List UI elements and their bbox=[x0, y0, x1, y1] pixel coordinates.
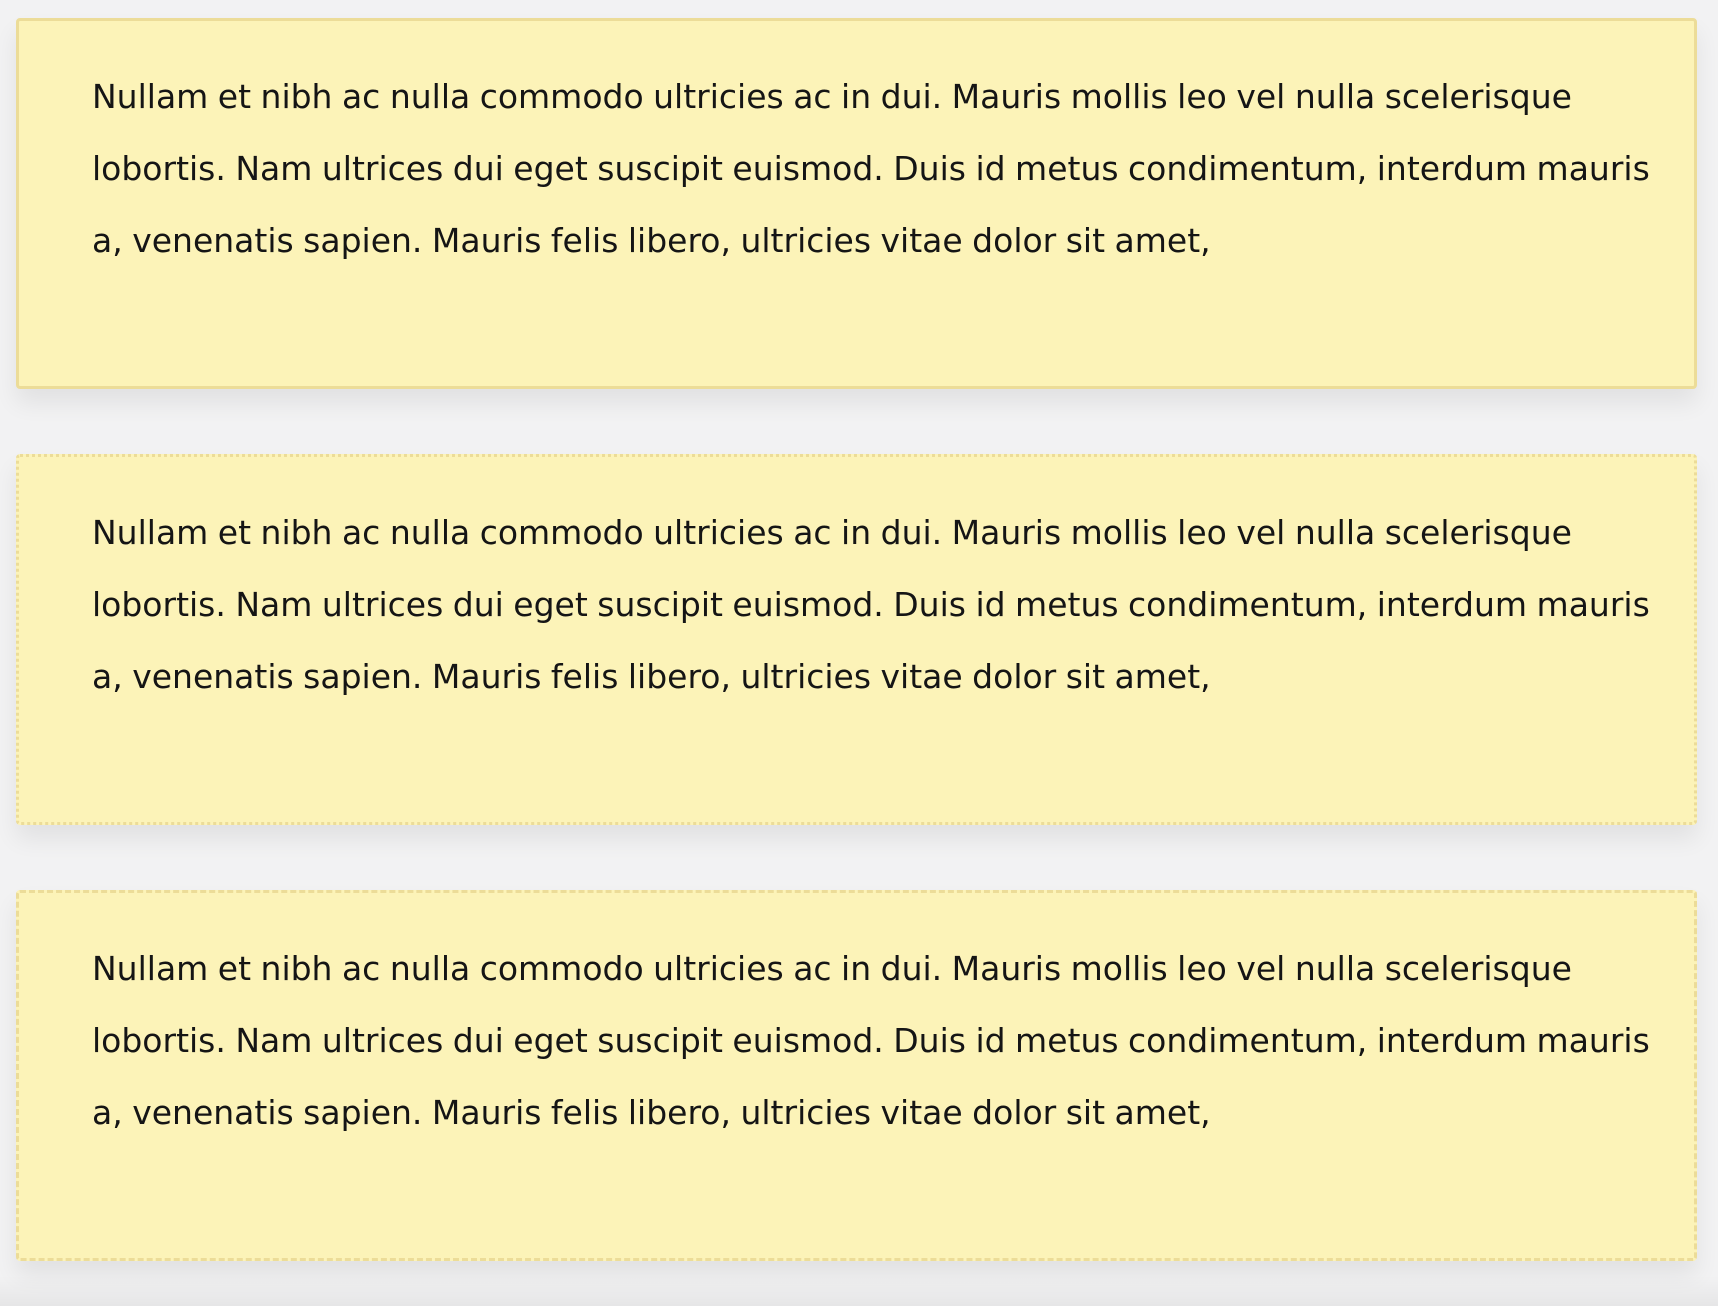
text-card-dashed-border bbox=[16, 890, 1697, 1261]
card-paragraph: Nullam et nibh ac nulla commodo ultricies ac in dui. Mauris mollis leo vel nulla scelerisque lobortis. Nam ultrices dui eget suscipit euismod. Duis id metus condimentum, interdum mauris a, venenatis sapien. Mauris felis libero, ultricies vitae dolor sit amet, bbox=[92, 77, 1650, 260]
card-paragraph: Nullam et nibh ac nulla commodo ultricies ac in dui. Mauris mollis leo vel nulla scelerisque lobortis. Nam ultrices dui eget suscipit euismod. Duis id metus condimentum, interdum mauris a, venenatis sapien. Mauris felis libero, ultricies vitae dolor sit amet, bbox=[92, 513, 1650, 696]
card-paragraph: Nullam et nibh ac nulla commodo ultricies ac in dui. Mauris mollis leo vel nulla scelerisque lobortis. Nam ultrices dui eget suscipit euismod. Duis id metus condimentum, interdum mauris a, venenatis sapien. Mauris felis libero, ultricies vitae dolor sit amet, bbox=[92, 949, 1650, 1132]
bottom-shadow bbox=[0, 1276, 1718, 1306]
text-card-solid-border bbox=[16, 18, 1697, 389]
text-card-dotted-border bbox=[16, 454, 1697, 825]
